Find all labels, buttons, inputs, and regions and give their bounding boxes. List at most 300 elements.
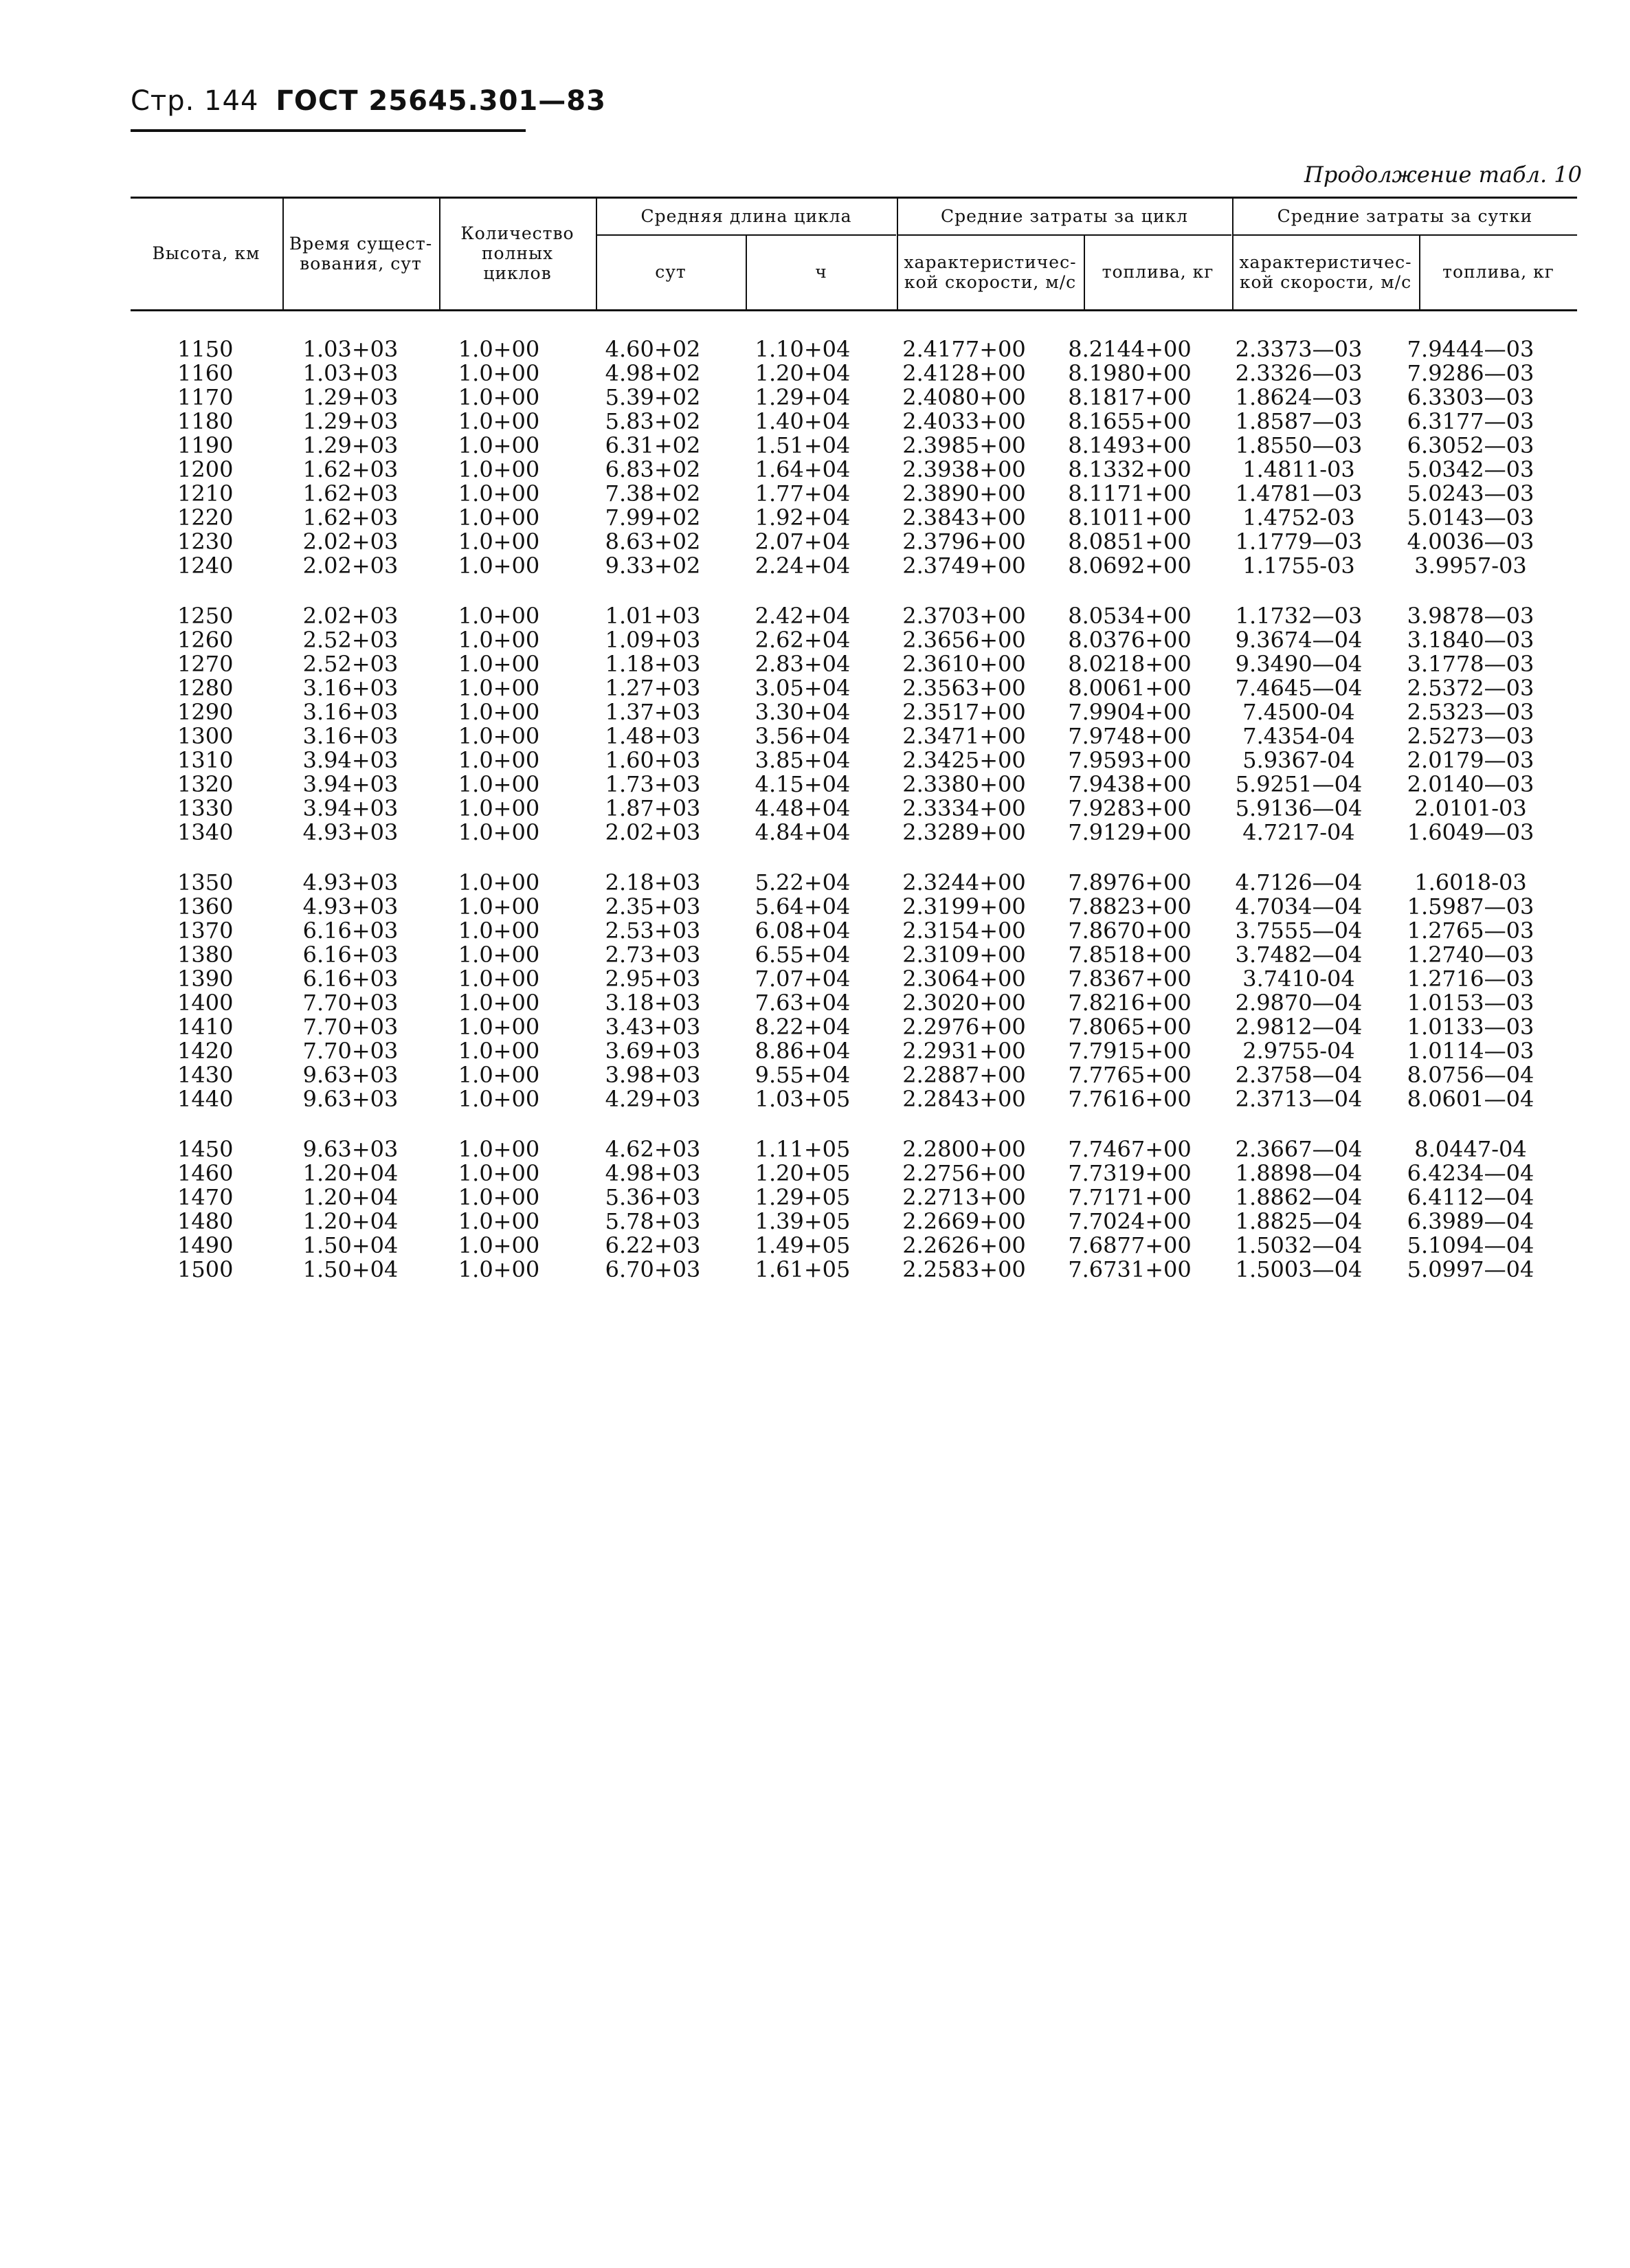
table-row xyxy=(131,966,1577,990)
cell-cost-cycle-fuel: 7.8976+00 xyxy=(1068,869,1192,896)
cell-cost-cycle-velocity: 2.2976+00 xyxy=(902,1013,1026,1040)
cell-cost-cycle-velocity: 2.2669+00 xyxy=(902,1208,1026,1234)
cell-cost-day-velocity: 1.8624—03 xyxy=(1235,383,1363,410)
cell-cost-cycle-velocity: 2.4128+00 xyxy=(902,359,1026,386)
header-cost-cycle-velocity: характеристичес-кой скорости, м/с xyxy=(904,252,1077,292)
cell-cost-cycle-velocity: 2.2713+00 xyxy=(902,1183,1026,1210)
cell-cost-day-fuel: 6.3177—03 xyxy=(1407,408,1534,434)
cell-avg-cycle-days: 4.62+03 xyxy=(605,1135,701,1162)
cell-altitude: 1200 xyxy=(177,456,234,482)
cell-avg-cycle-hours: 1.40+04 xyxy=(755,408,851,434)
cell-lifetime: 4.93+03 xyxy=(302,819,399,845)
cell-altitude: 1280 xyxy=(177,674,234,701)
cell-cost-cycle-fuel: 8.1655+00 xyxy=(1068,408,1192,434)
cell-cost-cycle-fuel: 7.7024+00 xyxy=(1068,1208,1192,1234)
cell-altitude: 1300 xyxy=(177,722,234,749)
cell-cost-day-velocity: 7.4354-04 xyxy=(1242,722,1355,749)
header-avg-cycle: Средняя длина цикла xyxy=(640,205,852,226)
cell-avg-cycle-days: 2.95+03 xyxy=(605,965,701,992)
cell-cost-day-velocity: 9.3674—04 xyxy=(1235,626,1363,653)
cell-cost-day-fuel: 5.0243—03 xyxy=(1407,480,1534,507)
cell-cost-cycle-fuel: 7.7319+00 xyxy=(1068,1159,1192,1186)
cell-altitude: 1470 xyxy=(177,1183,234,1210)
cell-altitude: 1250 xyxy=(177,602,234,629)
cell-altitude: 1490 xyxy=(177,1232,234,1258)
cell-lifetime: 3.94+03 xyxy=(302,746,399,773)
cell-altitude: 1220 xyxy=(177,504,234,531)
table-continuation-label: Продолжение табл. 10 xyxy=(1304,162,1582,188)
cell-cost-day-fuel: 5.0342—03 xyxy=(1407,456,1534,482)
cell-cost-day-fuel: 1.0114—03 xyxy=(1407,1037,1534,1064)
header-divider xyxy=(1232,199,1233,309)
cell-cost-day-fuel: 3.1778—03 xyxy=(1407,650,1534,677)
cell-avg-cycle-hours: 1.61+05 xyxy=(755,1256,851,1282)
cell-cost-cycle-velocity: 2.3425+00 xyxy=(902,746,1026,773)
cell-avg-cycle-days: 4.98+02 xyxy=(605,359,701,386)
table-row xyxy=(131,481,1577,505)
header-rule xyxy=(131,129,526,132)
header-divider xyxy=(1084,236,1085,309)
cell-cost-cycle-fuel: 8.1332+00 xyxy=(1068,456,1192,482)
cell-cost-day-fuel: 1.6018-03 xyxy=(1414,869,1527,896)
cell-cycles: 1.0+00 xyxy=(458,674,540,701)
cell-lifetime: 1.20+04 xyxy=(302,1159,399,1186)
cell-cost-cycle-velocity: 2.2887+00 xyxy=(902,1061,1026,1088)
cell-avg-cycle-hours: 1.29+04 xyxy=(755,383,851,410)
cell-altitude: 1390 xyxy=(177,965,234,992)
header-divider xyxy=(746,236,747,309)
cell-cost-cycle-fuel: 7.7616+00 xyxy=(1068,1085,1192,1112)
cell-cost-cycle-velocity: 2.3020+00 xyxy=(902,989,1026,1016)
header-cost-day: Средние затраты за сутки xyxy=(1277,205,1533,226)
cell-avg-cycle-hours: 1.11+05 xyxy=(755,1135,851,1162)
cell-cycles: 1.0+00 xyxy=(458,746,540,773)
cell-cycles: 1.0+00 xyxy=(458,893,540,920)
cell-avg-cycle-hours: 4.84+04 xyxy=(755,819,851,845)
cell-cost-cycle-fuel: 7.8670+00 xyxy=(1068,917,1192,944)
cell-cost-day-fuel: 5.1094—04 xyxy=(1407,1232,1534,1258)
cell-cycles: 1.0+00 xyxy=(458,794,540,821)
cell-lifetime: 1.29+03 xyxy=(302,383,399,410)
table-row xyxy=(131,433,1577,457)
cell-cost-cycle-fuel: 8.1011+00 xyxy=(1068,504,1192,531)
cell-cost-cycle-fuel: 8.1493+00 xyxy=(1068,432,1192,458)
cell-altitude: 1420 xyxy=(177,1037,234,1064)
cell-cycles: 1.0+00 xyxy=(458,1085,540,1112)
cell-altitude: 1320 xyxy=(177,770,234,797)
table-row xyxy=(131,1161,1577,1185)
cell-altitude: 1270 xyxy=(177,650,234,677)
table-row xyxy=(131,603,1577,627)
cell-cycles: 1.0+00 xyxy=(458,722,540,749)
cell-altitude: 1360 xyxy=(177,893,234,920)
cell-cost-day-velocity: 5.9136—04 xyxy=(1235,794,1363,821)
cell-cost-cycle-fuel: 7.7467+00 xyxy=(1068,1135,1192,1162)
cell-cost-cycle-velocity: 2.3109+00 xyxy=(902,941,1026,968)
cell-cost-cycle-fuel: 7.7765+00 xyxy=(1068,1061,1192,1088)
cell-altitude: 1150 xyxy=(177,335,234,362)
row-group xyxy=(131,1137,1577,1281)
table-row xyxy=(131,1209,1577,1233)
cell-avg-cycle-hours: 1.20+05 xyxy=(755,1159,851,1186)
cell-cost-cycle-fuel: 7.9748+00 xyxy=(1068,722,1192,749)
cell-cost-cycle-fuel: 7.6877+00 xyxy=(1068,1232,1192,1258)
cell-cost-day-fuel: 8.0447-04 xyxy=(1414,1135,1527,1162)
cell-cost-day-fuel: 8.0756—04 xyxy=(1407,1061,1534,1088)
header-subrule xyxy=(897,234,1231,236)
table-row xyxy=(131,1038,1577,1063)
cell-cost-day-velocity: 3.7410-04 xyxy=(1242,965,1355,992)
cell-cost-cycle-fuel: 7.8823+00 xyxy=(1068,893,1192,920)
cell-cost-cycle-velocity: 2.2843+00 xyxy=(902,1085,1026,1112)
cell-cycles: 1.0+00 xyxy=(458,504,540,531)
cell-cost-cycle-velocity: 2.3563+00 xyxy=(902,674,1026,701)
cell-cost-day-velocity: 1.8587—03 xyxy=(1235,408,1363,434)
cell-avg-cycle-days: 5.78+03 xyxy=(605,1208,701,1234)
cell-cost-day-velocity: 2.3713—04 xyxy=(1235,1085,1363,1112)
cell-lifetime: 7.70+03 xyxy=(302,1013,399,1040)
cell-avg-cycle-days: 2.18+03 xyxy=(605,869,701,896)
cell-cycles: 1.0+00 xyxy=(458,1159,540,1186)
cell-altitude: 1310 xyxy=(177,746,234,773)
cell-altitude: 1450 xyxy=(177,1135,234,1162)
cell-cost-day-velocity: 5.9367-04 xyxy=(1242,746,1355,773)
cell-cost-cycle-velocity: 2.2931+00 xyxy=(902,1037,1026,1064)
cell-cost-day-velocity: 1.8898—04 xyxy=(1235,1159,1363,1186)
header-cost-day-velocity: характеристичес-кой скорости, м/с xyxy=(1239,252,1412,292)
cell-cost-cycle-velocity: 2.3985+00 xyxy=(902,432,1026,458)
table-row xyxy=(131,700,1577,724)
cell-cost-day-fuel: 5.0997—04 xyxy=(1407,1256,1534,1282)
cell-avg-cycle-hours: 3.56+04 xyxy=(755,722,851,749)
header-subrule xyxy=(1233,234,1577,236)
cell-altitude: 1230 xyxy=(177,528,234,555)
table-row xyxy=(131,1257,1577,1281)
header-divider xyxy=(282,199,284,309)
cell-cost-cycle-fuel: 8.1171+00 xyxy=(1068,480,1192,507)
cell-cost-cycle-velocity: 2.3749+00 xyxy=(902,552,1026,579)
cell-altitude: 1260 xyxy=(177,626,234,653)
cell-lifetime: 6.16+03 xyxy=(302,917,399,944)
header-cost-cycle: Средние затраты за цикл xyxy=(940,205,1189,226)
cell-avg-cycle-days: 1.48+03 xyxy=(605,722,701,749)
cell-cycles: 1.0+00 xyxy=(458,819,540,845)
cell-cost-cycle-fuel: 8.0851+00 xyxy=(1068,528,1192,555)
cell-cost-cycle-fuel: 8.0534+00 xyxy=(1068,602,1192,629)
cell-avg-cycle-hours: 4.48+04 xyxy=(755,794,851,821)
cell-cost-cycle-velocity: 2.3244+00 xyxy=(902,869,1026,896)
cell-cycles: 1.0+00 xyxy=(458,965,540,992)
cell-cost-cycle-fuel: 8.0218+00 xyxy=(1068,650,1192,677)
cell-cycles: 1.0+00 xyxy=(458,917,540,944)
cell-altitude: 1380 xyxy=(177,941,234,968)
header-altitude: Высота, км xyxy=(152,243,260,264)
cell-cycles: 1.0+00 xyxy=(458,602,540,629)
cell-cost-day-velocity: 1.8862—04 xyxy=(1235,1183,1363,1210)
cell-cost-day-velocity: 7.4500-04 xyxy=(1242,698,1355,725)
cell-avg-cycle-hours: 7.07+04 xyxy=(755,965,851,992)
cell-cost-day-velocity: 1.4752-03 xyxy=(1242,504,1355,531)
cell-cost-cycle-fuel: 7.9593+00 xyxy=(1068,746,1192,773)
cell-cycles: 1.0+00 xyxy=(458,626,540,653)
cell-cost-cycle-fuel: 7.8518+00 xyxy=(1068,941,1192,968)
cell-cycles: 1.0+00 xyxy=(458,456,540,482)
cell-cost-cycle-velocity: 2.4080+00 xyxy=(902,383,1026,410)
cell-avg-cycle-hours: 3.05+04 xyxy=(755,674,851,701)
cell-lifetime: 9.63+03 xyxy=(302,1135,399,1162)
table-row xyxy=(131,942,1577,966)
cell-avg-cycle-days: 3.69+03 xyxy=(605,1037,701,1064)
cell-avg-cycle-days: 1.87+03 xyxy=(605,794,701,821)
cell-avg-cycle-hours: 1.03+05 xyxy=(755,1085,851,1112)
page-number: Стр. 144 xyxy=(131,85,259,117)
cell-avg-cycle-days: 4.60+02 xyxy=(605,335,701,362)
cell-avg-cycle-hours: 3.85+04 xyxy=(755,746,851,773)
cell-cycles: 1.0+00 xyxy=(458,1208,540,1234)
header-cycles: Количество полных циклов xyxy=(460,223,574,283)
cell-altitude: 1160 xyxy=(177,359,234,386)
cell-altitude: 1290 xyxy=(177,698,234,725)
cell-avg-cycle-hours: 8.86+04 xyxy=(755,1037,851,1064)
cell-cycles: 1.0+00 xyxy=(458,869,540,896)
cell-avg-cycle-days: 3.98+03 xyxy=(605,1061,701,1088)
cell-cost-day-fuel: 6.3303—03 xyxy=(1407,383,1534,410)
cell-cost-cycle-velocity: 2.3380+00 xyxy=(902,770,1026,797)
cell-cost-day-velocity: 3.7555—04 xyxy=(1235,917,1363,944)
cell-avg-cycle-days: 7.99+02 xyxy=(605,504,701,531)
header-divider xyxy=(1419,236,1420,309)
table-row xyxy=(131,652,1577,676)
cell-altitude: 1480 xyxy=(177,1208,234,1234)
cell-avg-cycle-hours: 4.15+04 xyxy=(755,770,851,797)
cell-cost-day-fuel: 4.0036—03 xyxy=(1407,528,1534,555)
cell-lifetime: 3.94+03 xyxy=(302,770,399,797)
cell-altitude: 1410 xyxy=(177,1013,234,1040)
cell-cycles: 1.0+00 xyxy=(458,1256,540,1282)
table-row xyxy=(131,505,1577,529)
cell-cost-cycle-fuel: 7.8367+00 xyxy=(1068,965,1192,992)
cell-avg-cycle-hours: 6.08+04 xyxy=(755,917,851,944)
cell-cost-day-velocity: 2.3667—04 xyxy=(1235,1135,1363,1162)
cell-cost-cycle-velocity: 2.3471+00 xyxy=(902,722,1026,749)
cell-cost-day-fuel: 3.9957-03 xyxy=(1414,552,1527,579)
cell-cost-cycle-fuel: 7.9904+00 xyxy=(1068,698,1192,725)
cell-avg-cycle-hours: 1.49+05 xyxy=(755,1232,851,1258)
cell-avg-cycle-days: 7.38+02 xyxy=(605,480,701,507)
cell-cycles: 1.0+00 xyxy=(458,552,540,579)
cell-lifetime: 2.52+03 xyxy=(302,650,399,677)
cell-cost-day-velocity: 1.1755-03 xyxy=(1242,552,1355,579)
header-lifetime: Время сущест-вования, сут xyxy=(289,233,433,274)
table-row xyxy=(131,918,1577,942)
cell-cost-day-fuel: 1.2765—03 xyxy=(1407,917,1534,944)
cell-cycles: 1.0+00 xyxy=(458,359,540,386)
cell-avg-cycle-hours: 9.55+04 xyxy=(755,1061,851,1088)
row-group xyxy=(131,870,1577,1111)
cell-avg-cycle-hours: 5.22+04 xyxy=(755,869,851,896)
cell-cost-day-velocity: 2.9755-04 xyxy=(1242,1037,1355,1064)
table-row xyxy=(131,1063,1577,1087)
cell-avg-cycle-hours: 1.51+04 xyxy=(755,432,851,458)
cell-avg-cycle-hours: 1.20+04 xyxy=(755,359,851,386)
cell-avg-cycle-days: 1.60+03 xyxy=(605,746,701,773)
table-row xyxy=(131,1185,1577,1209)
cell-cost-day-fuel: 2.5273—03 xyxy=(1407,722,1534,749)
cell-cycles: 1.0+00 xyxy=(458,1183,540,1210)
cell-lifetime: 1.50+04 xyxy=(302,1256,399,1282)
cell-avg-cycle-days: 3.18+03 xyxy=(605,989,701,1016)
cell-cost-cycle-velocity: 2.4033+00 xyxy=(902,408,1026,434)
cell-cost-cycle-fuel: 7.8216+00 xyxy=(1068,989,1192,1016)
cell-cycles: 1.0+00 xyxy=(458,989,540,1016)
cell-lifetime: 3.16+03 xyxy=(302,674,399,701)
cell-avg-cycle-days: 1.01+03 xyxy=(605,602,701,629)
cell-cost-day-velocity: 1.8550—03 xyxy=(1235,432,1363,458)
cell-cost-day-fuel: 1.6049—03 xyxy=(1407,819,1534,845)
cell-cost-cycle-velocity: 2.3610+00 xyxy=(902,650,1026,677)
table-row xyxy=(131,724,1577,748)
cell-cycles: 1.0+00 xyxy=(458,1037,540,1064)
cell-avg-cycle-days: 3.43+03 xyxy=(605,1013,701,1040)
cell-cost-cycle-velocity: 2.2626+00 xyxy=(902,1232,1026,1258)
cell-avg-cycle-days: 6.83+02 xyxy=(605,456,701,482)
cell-cost-cycle-velocity: 2.3656+00 xyxy=(902,626,1026,653)
cell-cost-cycle-velocity: 2.3064+00 xyxy=(902,965,1026,992)
cell-lifetime: 3.94+03 xyxy=(302,794,399,821)
table-row xyxy=(131,1233,1577,1257)
cell-cost-day-velocity: 1.8825—04 xyxy=(1235,1208,1363,1234)
cell-avg-cycle-hours: 2.24+04 xyxy=(755,552,851,579)
cell-cost-cycle-fuel: 7.6731+00 xyxy=(1068,1256,1192,1282)
cell-avg-cycle-days: 2.35+03 xyxy=(605,893,701,920)
table-row xyxy=(131,1014,1577,1038)
cell-avg-cycle-days: 6.70+03 xyxy=(605,1256,701,1282)
cell-cost-day-velocity: 2.3326—03 xyxy=(1235,359,1363,386)
table-row xyxy=(131,627,1577,652)
cell-cycles: 1.0+00 xyxy=(458,408,540,434)
header-divider xyxy=(596,199,597,309)
cell-cycles: 1.0+00 xyxy=(458,383,540,410)
cell-altitude: 1400 xyxy=(177,989,234,1016)
cell-cost-cycle-velocity: 2.3796+00 xyxy=(902,528,1026,555)
cell-cost-day-fuel: 6.4234—04 xyxy=(1407,1159,1534,1186)
cell-cost-cycle-velocity: 2.3843+00 xyxy=(902,504,1026,531)
cell-avg-cycle-hours: 1.39+05 xyxy=(755,1208,851,1234)
cell-cost-cycle-velocity: 2.3199+00 xyxy=(902,893,1026,920)
cell-lifetime: 4.93+03 xyxy=(302,893,399,920)
cell-avg-cycle-days: 5.39+02 xyxy=(605,383,701,410)
cell-cost-cycle-velocity: 2.3890+00 xyxy=(902,480,1026,507)
cell-cycles: 1.0+00 xyxy=(458,1135,540,1162)
cell-avg-cycle-days: 1.73+03 xyxy=(605,770,701,797)
cell-lifetime: 1.03+03 xyxy=(302,359,399,386)
header-divider xyxy=(439,199,440,309)
cell-cost-day-velocity: 1.5003—04 xyxy=(1235,1256,1363,1282)
cell-cost-day-fuel: 2.0140—03 xyxy=(1407,770,1534,797)
cell-lifetime: 3.16+03 xyxy=(302,698,399,725)
cell-avg-cycle-hours: 2.83+04 xyxy=(755,650,851,677)
standard-code: ГОСТ 25645.301—83 xyxy=(276,85,606,117)
cell-altitude: 1350 xyxy=(177,869,234,896)
table-header-rule xyxy=(131,309,1577,311)
table-row xyxy=(131,820,1577,844)
cell-cost-day-velocity: 1.4781—03 xyxy=(1235,480,1363,507)
cell-cost-cycle-velocity: 2.3334+00 xyxy=(902,794,1026,821)
cell-lifetime: 1.62+03 xyxy=(302,504,399,531)
cell-cycles: 1.0+00 xyxy=(458,528,540,555)
cell-cost-day-fuel: 7.9286—03 xyxy=(1407,359,1534,386)
row-group xyxy=(131,337,1577,577)
cell-cost-cycle-fuel: 8.1817+00 xyxy=(1068,383,1192,410)
table-row xyxy=(131,772,1577,796)
cell-avg-cycle-days: 1.37+03 xyxy=(605,698,701,725)
cell-avg-cycle-days: 6.22+03 xyxy=(605,1232,701,1258)
cell-cycles: 1.0+00 xyxy=(458,1232,540,1258)
cell-avg-cycle-hours: 2.62+04 xyxy=(755,626,851,653)
cell-cost-day-velocity: 1.5032—04 xyxy=(1235,1232,1363,1258)
cell-cost-day-velocity: 4.7217-04 xyxy=(1242,819,1355,845)
cell-cost-cycle-velocity: 2.3703+00 xyxy=(902,602,1026,629)
cell-cost-cycle-velocity: 2.2800+00 xyxy=(902,1135,1026,1162)
cell-lifetime: 2.02+03 xyxy=(302,528,399,555)
cell-lifetime: 2.02+03 xyxy=(302,552,399,579)
cell-cycles: 1.0+00 xyxy=(458,1013,540,1040)
table-row xyxy=(131,1087,1577,1111)
cell-cost-day-velocity: 2.9812—04 xyxy=(1235,1013,1363,1040)
row-group xyxy=(131,603,1577,844)
cell-cycles: 1.0+00 xyxy=(458,698,540,725)
cell-cost-cycle-fuel: 8.0061+00 xyxy=(1068,674,1192,701)
cell-cost-cycle-fuel: 8.0692+00 xyxy=(1068,552,1192,579)
cell-altitude: 1170 xyxy=(177,383,234,410)
table-row xyxy=(131,894,1577,918)
cell-altitude: 1430 xyxy=(177,1061,234,1088)
table-body xyxy=(131,337,1577,1307)
cell-lifetime: 1.62+03 xyxy=(302,456,399,482)
cell-cost-cycle-fuel: 7.9129+00 xyxy=(1068,819,1192,845)
header-avg-cycle-hours: ч xyxy=(815,262,827,282)
cell-cost-day-fuel: 7.9444—03 xyxy=(1407,335,1534,362)
cell-avg-cycle-hours: 5.64+04 xyxy=(755,893,851,920)
cell-cost-day-fuel: 3.9878—03 xyxy=(1407,602,1534,629)
cell-cost-cycle-velocity: 2.2583+00 xyxy=(902,1256,1026,1282)
cell-lifetime: 6.16+03 xyxy=(302,965,399,992)
cell-cost-day-velocity: 4.7034—04 xyxy=(1235,893,1363,920)
table-row xyxy=(131,457,1577,481)
cell-cost-cycle-fuel: 8.2144+00 xyxy=(1068,335,1192,362)
cell-lifetime: 1.29+03 xyxy=(302,408,399,434)
cell-cost-day-fuel: 6.4112—04 xyxy=(1407,1183,1534,1210)
cell-lifetime: 6.16+03 xyxy=(302,941,399,968)
cell-cycles: 1.0+00 xyxy=(458,335,540,362)
cell-altitude: 1330 xyxy=(177,794,234,821)
cell-altitude: 1180 xyxy=(177,408,234,434)
header-divider xyxy=(897,199,898,309)
cell-cost-day-velocity: 4.7126—04 xyxy=(1235,869,1363,896)
table-row xyxy=(131,529,1577,553)
header-avg-cycle-days: сут xyxy=(655,262,686,282)
cell-lifetime: 3.16+03 xyxy=(302,722,399,749)
cell-cost-cycle-fuel: 7.7915+00 xyxy=(1068,1037,1192,1064)
cell-avg-cycle-days: 6.31+02 xyxy=(605,432,701,458)
page-header xyxy=(131,85,606,117)
cell-lifetime: 9.63+03 xyxy=(302,1085,399,1112)
cell-avg-cycle-hours: 1.29+05 xyxy=(755,1183,851,1210)
cell-avg-cycle-hours: 1.10+04 xyxy=(755,335,851,362)
cell-cycles: 1.0+00 xyxy=(458,770,540,797)
table-row xyxy=(131,990,1577,1014)
table-row xyxy=(131,361,1577,385)
